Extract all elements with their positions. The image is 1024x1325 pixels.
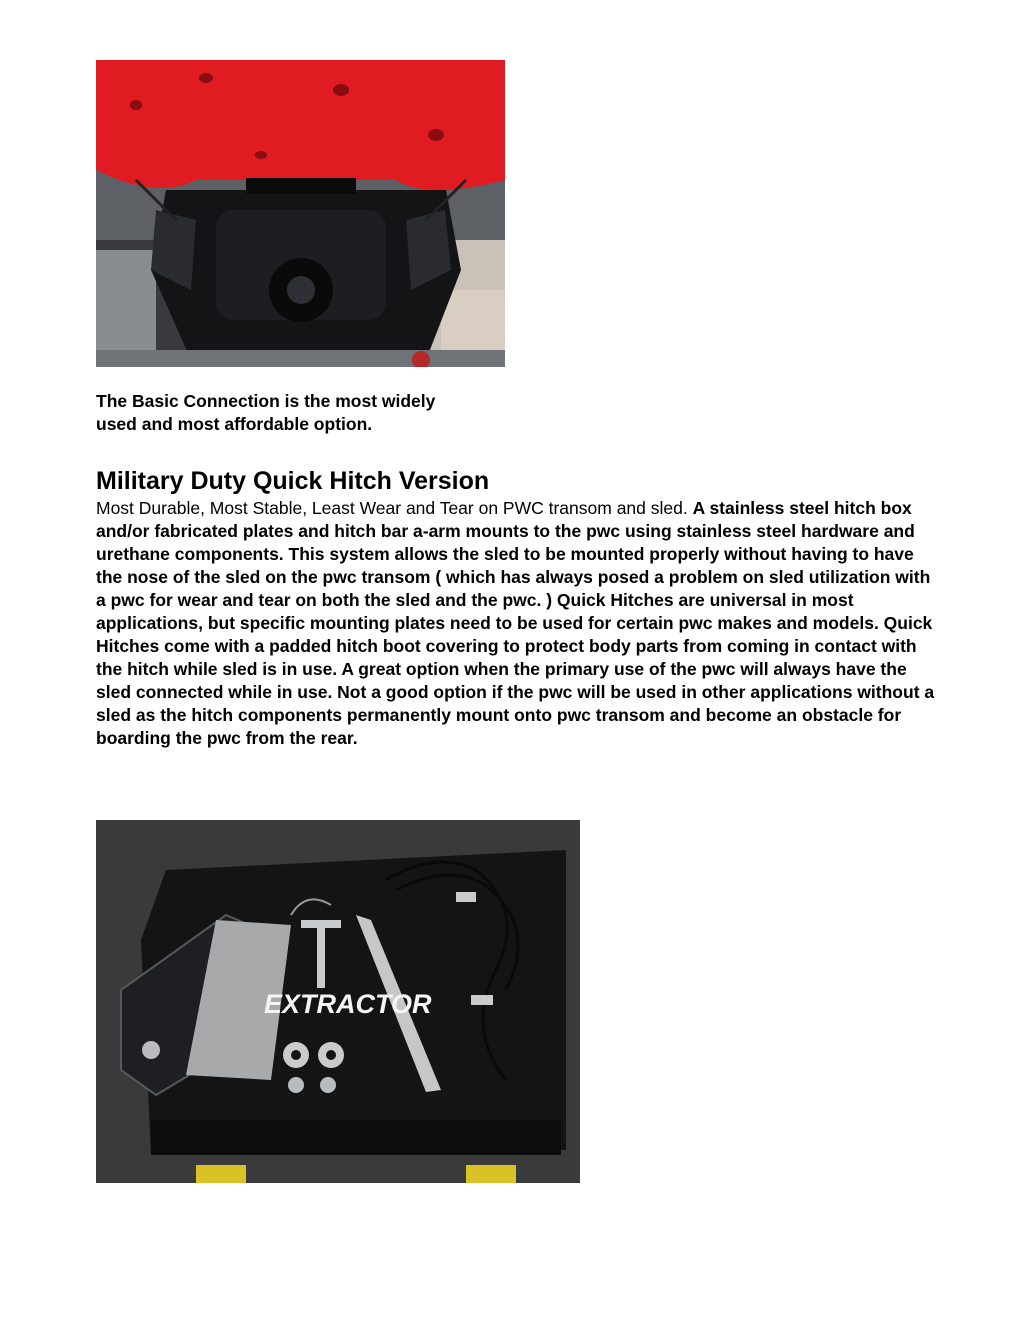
sled-connection-photo <box>96 60 505 367</box>
section-body <box>96 497 936 750</box>
hitch-components-photo <box>96 820 580 1183</box>
section-title: Military Duty Quick Hitch Version <box>96 467 490 495</box>
body-bold-1: A stainless steel hitch box and/or fabricated plates and hitch bar a-arm mounts to the pwc using stainless steel hardware and <box>96 498 915 541</box>
photo-caption <box>96 390 516 436</box>
hitch-components-illustration <box>96 820 580 1183</box>
caption-line-2: used and most affordable option. <box>96 414 373 434</box>
body-lead: Most Durable, Most Stable, Least Wear and Tear on PWC transom and sled. <box>96 498 693 518</box>
body-bold-2: urethane components. This system allows the sled to be mounted properly without having to have the nose of the sled on the pwc transom ( which has always posed a problem on sled utilization with a pwc for wear and tear on both the sled and the pwc. ) Quick Hitches are universal in most applications, but specific mounting plates need to be used for certain pwc makes and models. Quick Hitches come with a padded hitch boot covering to protect body parts from coming in contact with the hitch while sled is in use. A great option when the primary use of the pwc will always have the sled connected while in use. Not a good option if the pwc will be used in other applications without a sled as the hitch components permanently mount onto pwc transom and become an obstacle for boarding the pwc from the rear. <box>96 544 935 748</box>
extractor-logo: EXTRACTOR <box>264 989 432 1019</box>
caption-line-1: The Basic Connection is the most widely <box>96 391 436 411</box>
sled-connection-illustration <box>96 60 505 367</box>
